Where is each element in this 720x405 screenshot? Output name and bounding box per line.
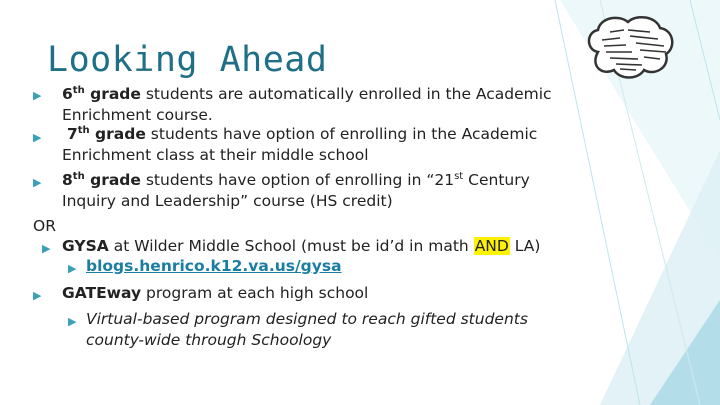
gysa-blog-link[interactable]: blogs.henrico.k12.va.us/gysa [86,257,342,275]
gateway-subitem: Virtual-based program designed to reach gifted students county-wide through Schoology [86,310,528,349]
bullet-arrow-icon: ▶ [33,89,42,102]
gysa-link-row [86,256,342,277]
slide-title: Looking Ahead [47,40,328,80]
bullet-arrow-icon: ▶ [68,262,77,275]
item-gateway: GATEway program at each high school [62,284,369,302]
bullet-arrow-icon: ▶ [33,131,42,144]
bullet-arrow-icon: ▶ [68,315,77,328]
highlighted-and: AND [474,237,509,255]
bullet-arrow-icon: ▶ [42,242,51,255]
item-7th-grade: 7th grade students have option of enrolling in the Academic Enrichment class at their middle school [62,124,538,164]
item-gysa: GYSA at Wilder Middle School (must be id’d in math AND LA) [62,237,541,255]
item-6th-grade: 6th grade students are automatically enrolled in the Academic Enrichment course. [62,84,552,124]
bullet-arrow-icon: ▶ [33,289,42,302]
bullet-arrow-icon: ▶ [33,176,42,189]
or-label: OR [33,217,56,235]
item-8th-grade: 8th grade students have option of enrolling in “21st Century Inquiry and Leadership” course (HS credit) [62,170,530,210]
